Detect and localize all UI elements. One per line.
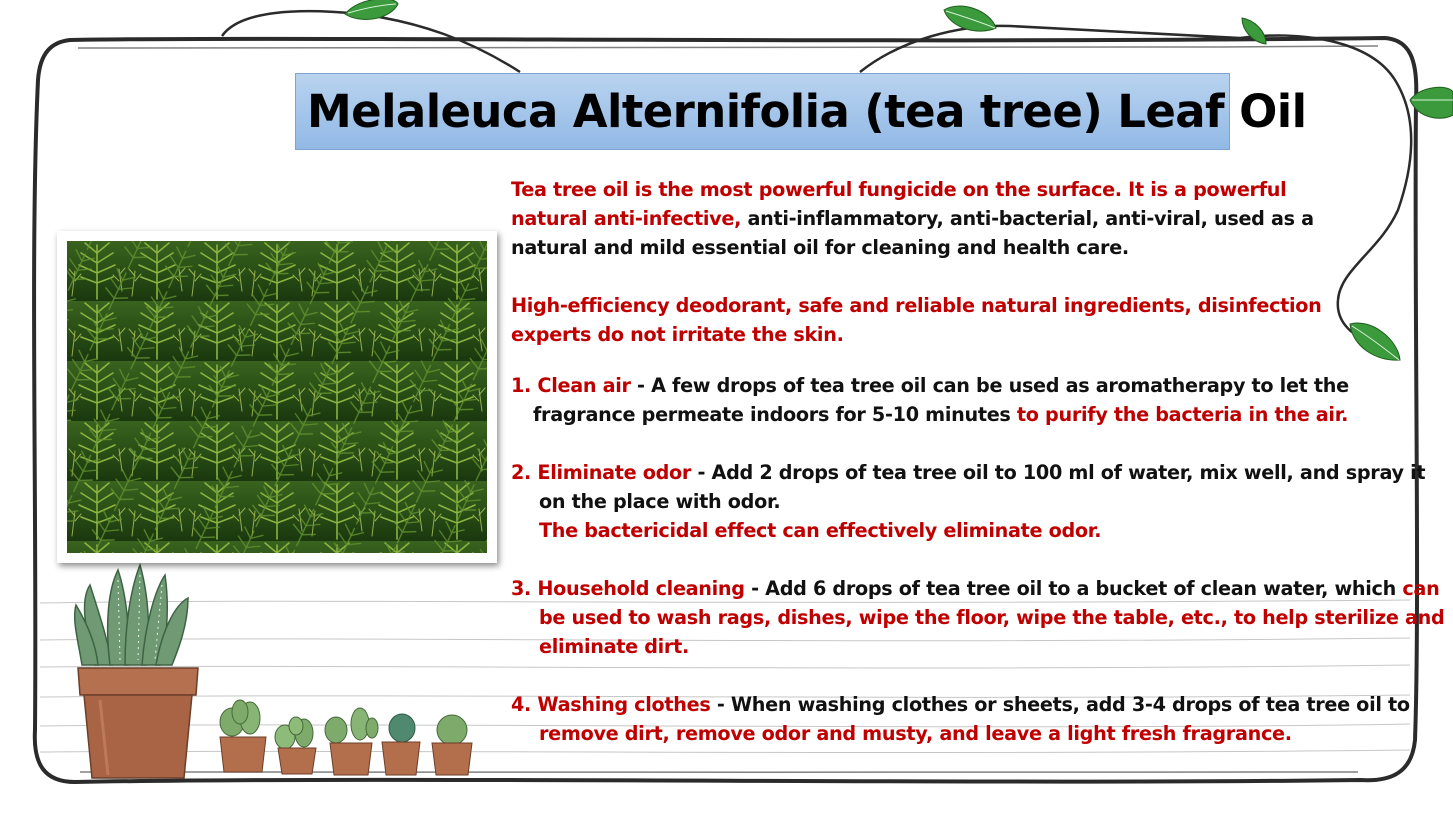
item-text: on the place with odor. xyxy=(539,490,781,513)
list-item-washing-clothes xyxy=(511,690,1411,748)
item-text: can xyxy=(1402,577,1440,600)
list-item-clean-air xyxy=(511,371,1411,429)
title-box xyxy=(295,73,1307,150)
tea-tree-photo xyxy=(67,241,487,553)
item-title: 1. Clean air xyxy=(511,374,631,397)
item-text: fragrance permeate indoors for 5-10 minutes xyxy=(533,403,1017,426)
highlight-paragraph xyxy=(511,291,1411,349)
small-cactus-pots xyxy=(220,700,472,775)
intro-line: natural and mild essential oil for cleaning and health care. xyxy=(511,236,1129,259)
item-text: The bactericidal effect can effectively eliminate odor. xyxy=(539,519,1102,542)
highlight-line: High-efficiency deodorant, safe and reliable natural ingredients, disinfection xyxy=(511,294,1322,317)
page-title: Melaleuca Alternifolia (tea tree) Leaf Oil xyxy=(307,85,1307,138)
item-text: - When washing clothes or sheets, add 3-4 drops of tea tree oil to xyxy=(710,693,1410,716)
leaf-icon xyxy=(345,0,398,19)
item-text: remove dirt, remove odor and musty, and leave a light fresh fragrance. xyxy=(539,722,1292,745)
succulent-pot xyxy=(75,565,198,778)
photo-frame xyxy=(57,231,497,563)
item-title: 3. Household cleaning xyxy=(511,577,745,600)
list-item-household-cleaning xyxy=(511,574,1445,661)
intro-line: natural anti-infective, xyxy=(511,207,742,230)
item-text: be used to wash rags, dishes, wipe the floor, wipe the table, etc., to help sterilize and xyxy=(539,606,1445,629)
item-text: - Add 2 drops of tea tree oil to 100 ml of water, mix well, and spray it xyxy=(691,461,1426,484)
list-item-eliminate-odor xyxy=(511,458,1426,545)
leaf-icon xyxy=(944,6,996,31)
intro-line: anti-inflammatory, anti-bacterial, anti-viral, used as a xyxy=(741,207,1314,230)
intro-paragraph xyxy=(511,175,1411,262)
item-text: - Add 6 drops of tea tree oil to a bucket of clean water, which xyxy=(744,577,1403,600)
item-title: 2. Eliminate odor xyxy=(511,461,692,484)
content-area xyxy=(511,175,1445,748)
item-text: to purify the bacteria in the air. xyxy=(1016,403,1349,426)
item-text: - A few drops of tea tree oil can be used as aromatherapy to let the xyxy=(630,374,1349,397)
intro-line: Tea tree oil is the most powerful fungicide on the surface. It is a powerful xyxy=(511,178,1287,201)
item-title: 4. Washing clothes xyxy=(511,693,711,716)
highlight-line: experts do not irritate the skin. xyxy=(511,323,844,346)
item-text: eliminate dirt. xyxy=(539,635,689,658)
